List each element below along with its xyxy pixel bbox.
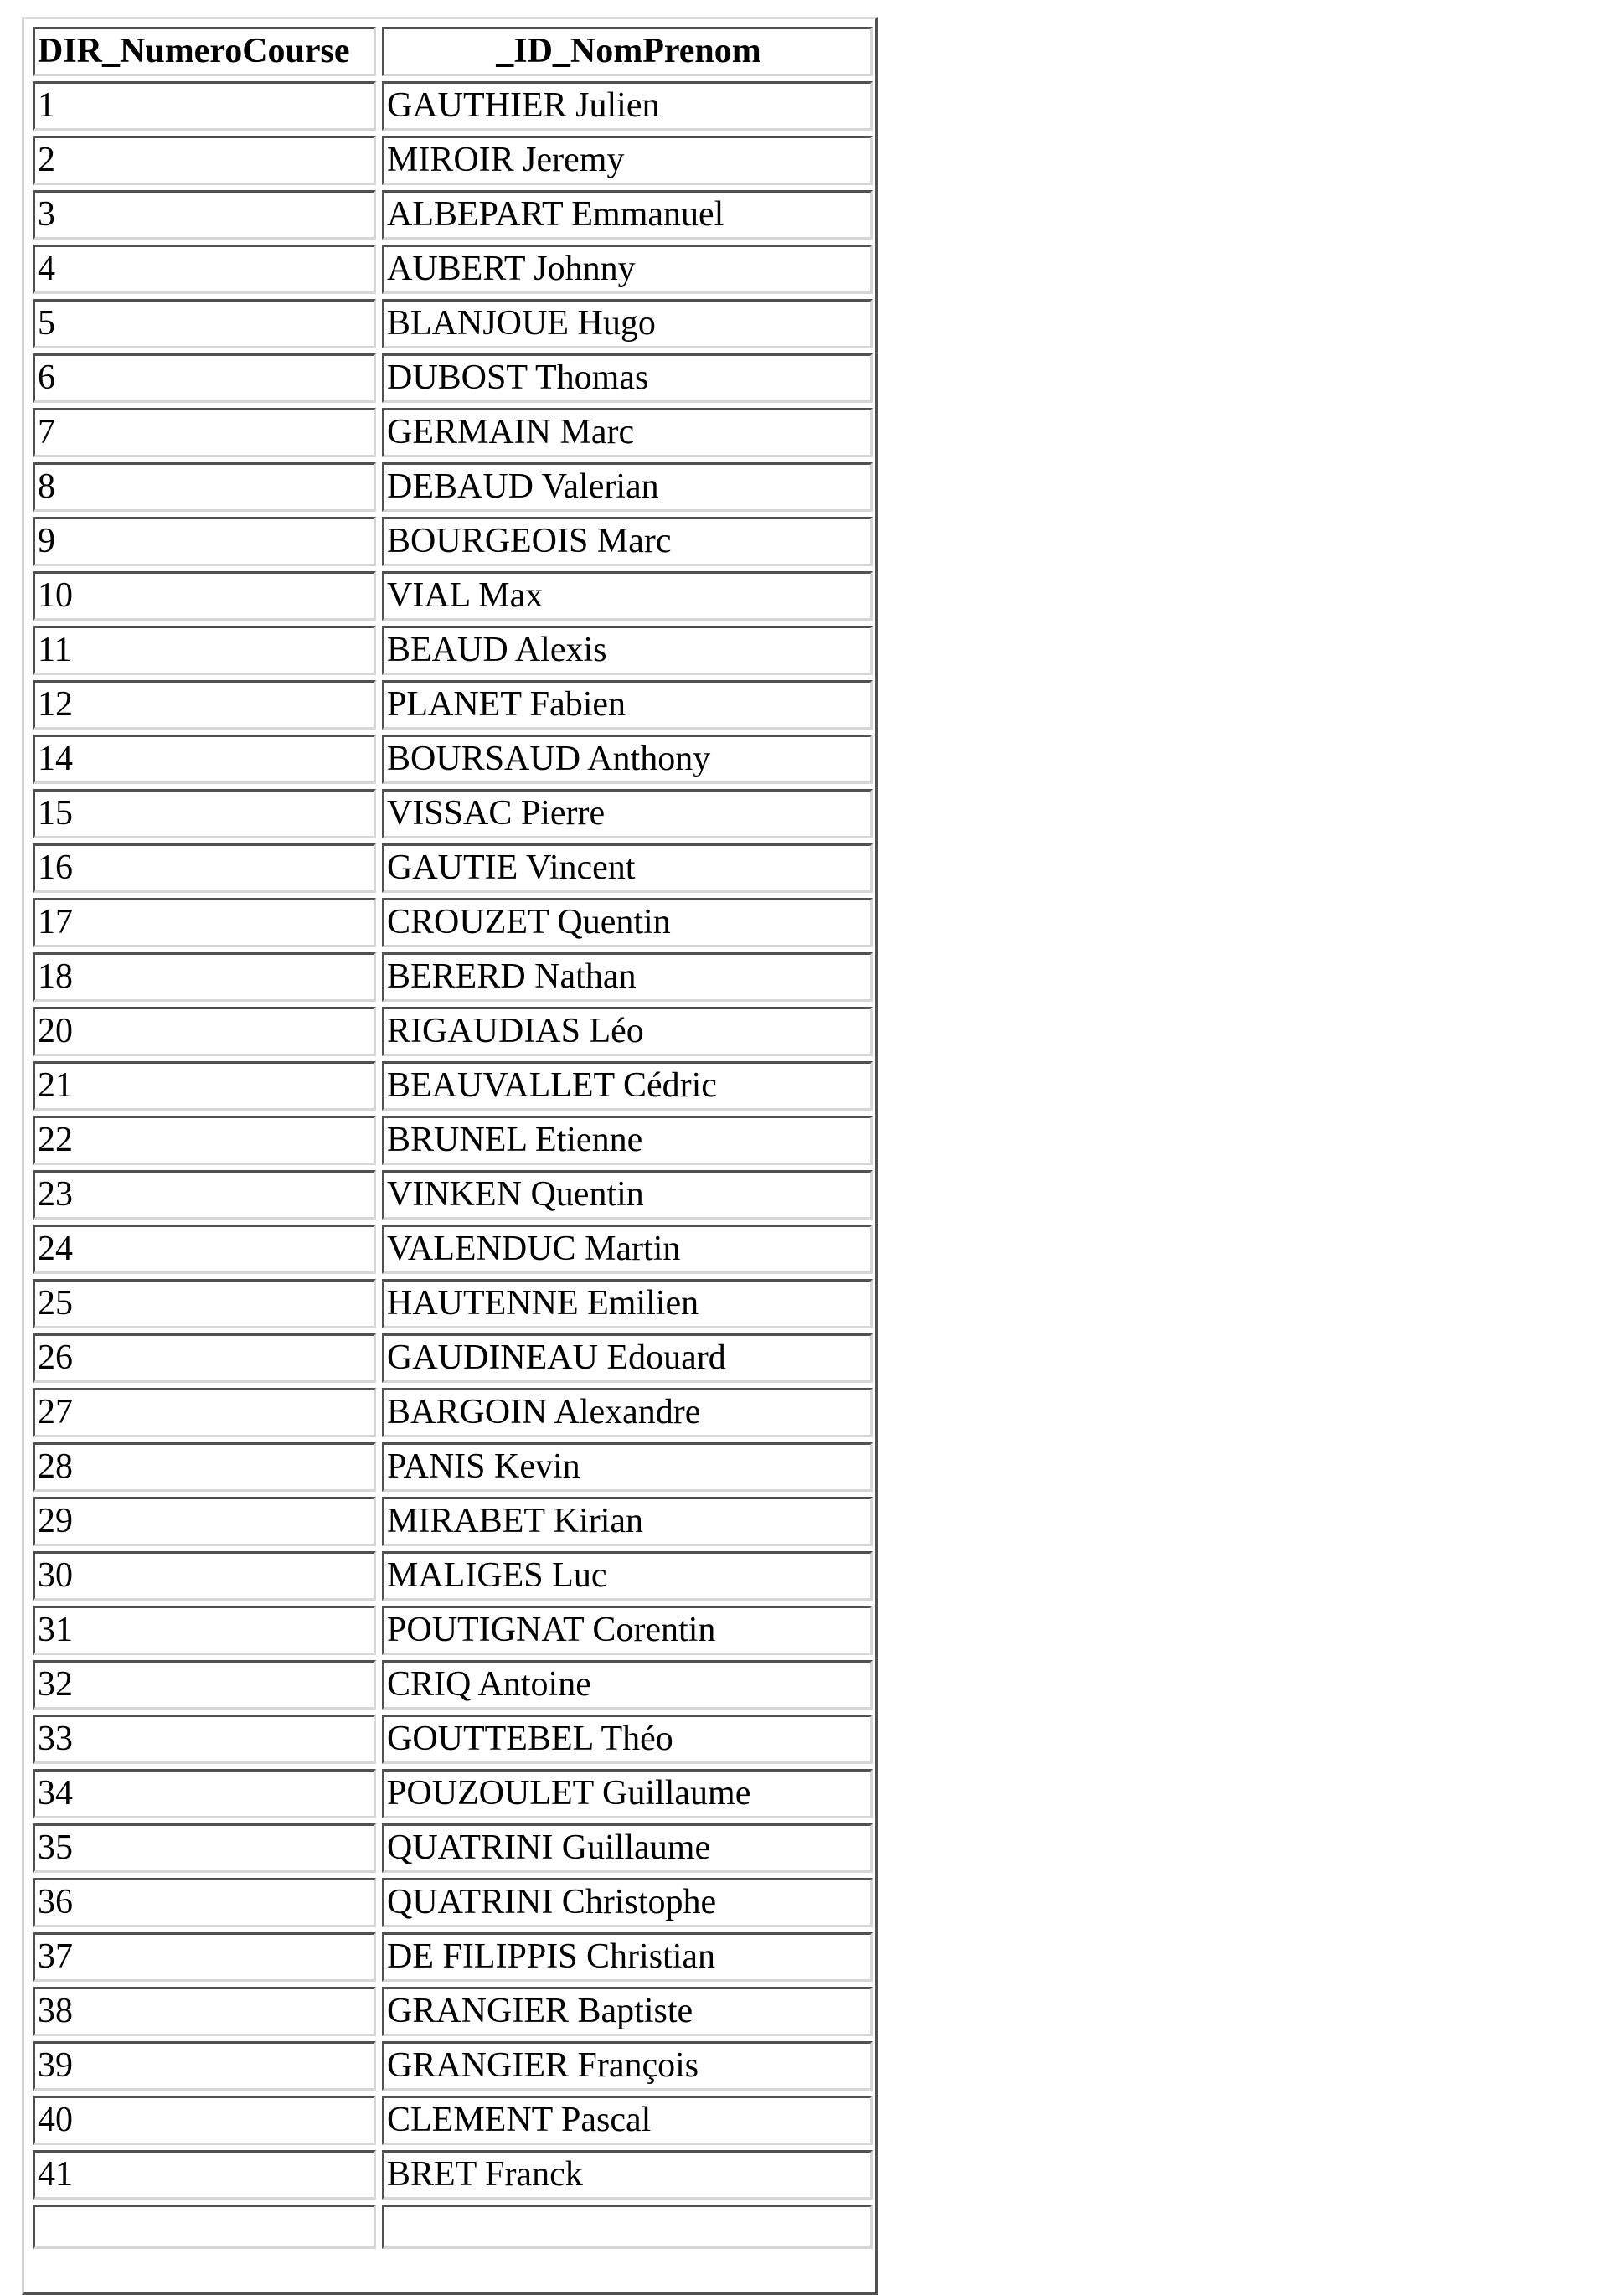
cell-numero-course: 33 (33, 1715, 376, 1764)
table-row (33, 1388, 873, 1437)
cell-numero-course: 37 (33, 1932, 376, 1982)
cell-nom-prenom: PANIS Kevin (382, 1442, 873, 1492)
table-row (33, 735, 873, 784)
table-row (33, 1932, 873, 1982)
cell-numero-course: 41 (33, 2150, 376, 2200)
cell-numero-course: 4 (33, 245, 376, 294)
cell-numero-course: 30 (33, 1551, 376, 1601)
table-row (33, 1551, 873, 1601)
cell-numero-course: 36 (33, 1878, 376, 1927)
table-row (33, 1878, 873, 1927)
table-row (33, 2096, 873, 2145)
table-row (33, 353, 873, 403)
table-row (33, 898, 873, 947)
cell-nom-prenom: BRET Franck (382, 2150, 873, 2200)
cell-nom-prenom: GRANGIER Baptiste (382, 1987, 873, 2036)
cell-numero-course: 22 (33, 1116, 376, 1165)
cell-numero-course: 1 (33, 81, 376, 131)
table-row (33, 245, 873, 294)
cell-nom-prenom: GAUDINEAU Edouard (382, 1333, 873, 1383)
table-row (33, 1606, 873, 1655)
table-cell-empty (33, 2205, 376, 2249)
table-row (33, 81, 873, 131)
cell-nom-prenom: BRUNEL Etienne (382, 1116, 873, 1165)
table-row (33, 1823, 873, 1873)
table-row (33, 1442, 873, 1492)
table-row (33, 1061, 873, 1111)
table-row (33, 136, 873, 185)
cell-numero-course: 23 (33, 1170, 376, 1220)
cell-numero-course: 32 (33, 1660, 376, 1710)
cell-nom-prenom: CLEMENT Pascal (382, 2096, 873, 2145)
cell-numero-course: 24 (33, 1225, 376, 1274)
cell-nom-prenom: QUATRINI Christophe (382, 1878, 873, 1927)
cell-numero-course: 16 (33, 843, 376, 893)
table-row (33, 789, 873, 838)
cell-nom-prenom: POUZOULET Guillaume (382, 1769, 873, 1818)
table-row (33, 952, 873, 1002)
cell-numero-course: 11 (33, 626, 376, 675)
table-row (33, 1333, 873, 1383)
cell-numero-course: 34 (33, 1769, 376, 1818)
table-row (33, 517, 873, 566)
cell-numero-course: 27 (33, 1388, 376, 1437)
column-header-numero-course: DIR_NumeroCourse (33, 27, 376, 76)
cell-nom-prenom: VALENDUC Martin (382, 1225, 873, 1274)
cell-nom-prenom: BOURSAUD Anthony (382, 735, 873, 784)
table-row (33, 680, 873, 730)
cell-numero-course: 3 (33, 190, 376, 240)
table-row (33, 1116, 873, 1165)
table-row (33, 299, 873, 348)
cell-numero-course: 28 (33, 1442, 376, 1492)
cell-numero-course: 10 (33, 571, 376, 621)
table-body (33, 81, 873, 2249)
cell-nom-prenom: DE FILIPPIS Christian (382, 1932, 873, 1982)
cell-nom-prenom: ALBEPART Emmanuel (382, 190, 873, 240)
table-row (33, 2150, 873, 2200)
cell-nom-prenom: BEAUD Alexis (382, 626, 873, 675)
cell-nom-prenom: BERERD Nathan (382, 952, 873, 1002)
table-row (33, 1497, 873, 1546)
cell-numero-course: 31 (33, 1606, 376, 1655)
cell-nom-prenom: GERMAIN Marc (382, 408, 873, 457)
cell-nom-prenom: BEAUVALLET Cédric (382, 1061, 873, 1111)
cell-nom-prenom: VINKEN Quentin (382, 1170, 873, 1220)
cell-nom-prenom: GRANGIER François (382, 2041, 873, 2091)
table-row (33, 1660, 873, 1710)
table-row (33, 2205, 873, 2249)
table-row (33, 626, 873, 675)
cell-nom-prenom: DEBAUD Valerian (382, 462, 873, 512)
cell-nom-prenom: MALIGES Luc (382, 1551, 873, 1601)
table-row (33, 2041, 873, 2091)
cell-nom-prenom: BARGOIN Alexandre (382, 1388, 873, 1437)
cell-nom-prenom: MIROIR Jeremy (382, 136, 873, 185)
table-row (33, 1007, 873, 1056)
table-row (33, 1170, 873, 1220)
cell-numero-course: 6 (33, 353, 376, 403)
cell-nom-prenom: BOURGEOIS Marc (382, 517, 873, 566)
cell-nom-prenom: HAUTENNE Emilien (382, 1279, 873, 1328)
cell-numero-course: 9 (33, 517, 376, 566)
cell-numero-course: 21 (33, 1061, 376, 1111)
cell-numero-course: 25 (33, 1279, 376, 1328)
table-row (33, 1769, 873, 1818)
cell-nom-prenom: GAUTHIER Julien (382, 81, 873, 131)
cell-numero-course: 8 (33, 462, 376, 512)
cell-numero-course: 40 (33, 2096, 376, 2145)
table-row (33, 408, 873, 457)
cell-numero-course: 39 (33, 2041, 376, 2091)
cell-nom-prenom: VIAL Max (382, 571, 873, 621)
table-row (33, 571, 873, 621)
cell-numero-course: 38 (33, 1987, 376, 2036)
cell-nom-prenom: POUTIGNAT Corentin (382, 1606, 873, 1655)
cell-numero-course: 12 (33, 680, 376, 730)
cell-nom-prenom: GOUTTEBEL Théo (382, 1715, 873, 1764)
table-row (33, 1225, 873, 1274)
cell-numero-course: 17 (33, 898, 376, 947)
cell-numero-course: 18 (33, 952, 376, 1002)
table-header-row (33, 27, 873, 76)
cell-nom-prenom: VISSAC Pierre (382, 789, 873, 838)
cell-nom-prenom: DUBOST Thomas (382, 353, 873, 403)
cell-numero-course: 7 (33, 408, 376, 457)
cell-nom-prenom: RIGAUDIAS Léo (382, 1007, 873, 1056)
cell-nom-prenom: AUBERT Johnny (382, 245, 873, 294)
table-row (33, 462, 873, 512)
cell-nom-prenom: PLANET Fabien (382, 680, 873, 730)
cell-numero-course: 2 (33, 136, 376, 185)
cell-numero-course: 14 (33, 735, 376, 784)
cell-nom-prenom: QUATRINI Guillaume (382, 1823, 873, 1873)
table-row (33, 1279, 873, 1328)
table-cell-empty (382, 2205, 873, 2249)
cell-numero-course: 26 (33, 1333, 376, 1383)
cell-numero-course: 15 (33, 789, 376, 838)
cell-nom-prenom: MIRABET Kirian (382, 1497, 873, 1546)
cell-numero-course: 5 (33, 299, 376, 348)
table-row (33, 1715, 873, 1764)
results-table-frame (22, 17, 878, 2295)
cell-nom-prenom: GAUTIE Vincent (382, 843, 873, 893)
column-header-nom-prenom: _ID_NomPrenom (382, 27, 873, 76)
cell-nom-prenom: BLANJOUE Hugo (382, 299, 873, 348)
cell-nom-prenom: CROUZET Quentin (382, 898, 873, 947)
table-row (33, 1987, 873, 2036)
table-row (33, 190, 873, 240)
cell-nom-prenom: CRIQ Antoine (382, 1660, 873, 1710)
table-row (33, 843, 873, 893)
results-table (27, 22, 879, 2254)
cell-numero-course: 20 (33, 1007, 376, 1056)
cell-numero-course: 35 (33, 1823, 376, 1873)
cell-numero-course: 29 (33, 1497, 376, 1546)
